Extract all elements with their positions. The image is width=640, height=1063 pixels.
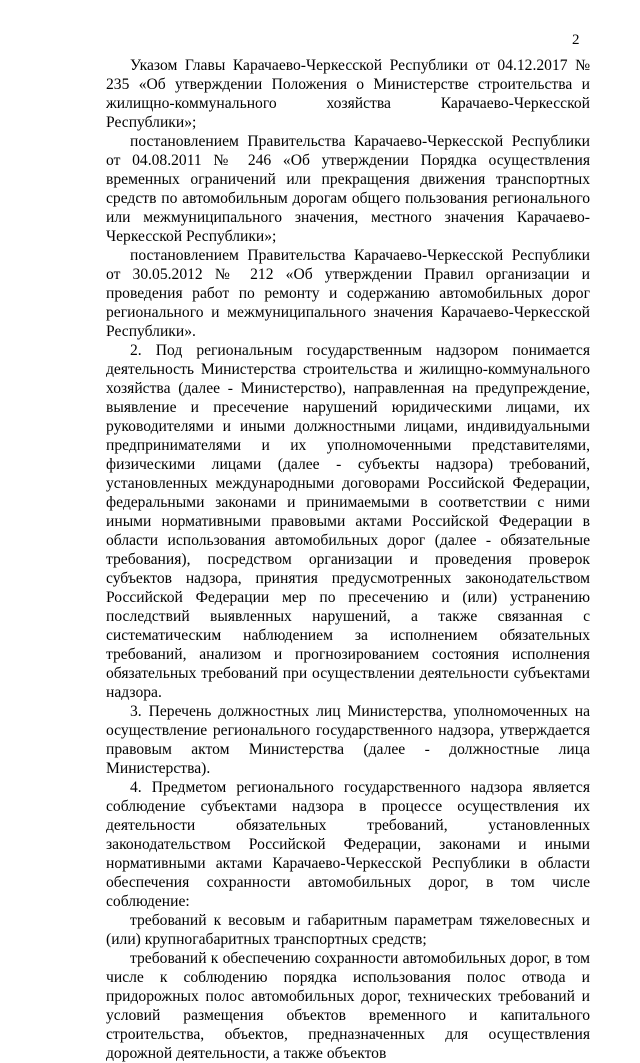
document-body: [106, 56, 590, 1063]
page-number: 2: [572, 32, 580, 48]
paragraph-item-3: 3. Перечень должностных лиц Министерства, уполномоченных на осуществление регионального государственного надзора, утверждается правовым актом Министерства (далее - должностные лица Министерства).: [106, 703, 590, 777]
paragraph-item-4: 4. Предметом регионального государственного надзора является соблюдение субъектами надзора в процессе осуществления их деятельности обязательных требований, установленных законодательством Российской Федерации, законами и иными нормативными актами Карачаево-Черкесской Республики в области обеспечения сохранности автомобильных дорог, в том числе соблюдение:: [106, 779, 590, 910]
paragraph-resolution-212: постановлением Правительства Карачаево-Черкесской Республики от 30.05.2012 № 212 «Об утверждении Правил организации и проведения работ по ремонту и содержанию автомобильных дорог регионального и межмуниципального значения Карачаево-Черкесской Республики».: [106, 247, 590, 340]
paragraph-item-2: 2. Под региональным государственным надзором понимается деятельность Министерства строительства и жилищно-коммунального хозяйства (далее - Министерство), направленная на предупреждение, выявление и пресечение нарушений юридическими лицами, их руководителями и иными должностными лицами, индивидуальными предпринимателями и их уполномоченными представителями, физическими лицами (далее - субъекты надзора) требований, установленных международными договорами Российской Федерации, федеральными законами и принимаемыми в соответствии с ними иными нормативными правовыми актами Российской Федерации в области использования автомобильных дорог (далее - обязательные требования), посредством организации и проведения проверок субъектов надзора, принятия предусмотренных законодательством Российской Федерации мер по пресечению и (или) устранению последствий выявленных нарушений, а также связанная с систематическим наблюдением за исполнением обязательных требований, анализом и прогнозированием состояния исполнения обязательных требований при осуществлении деятельности субъектами надзора.: [106, 342, 590, 701]
paragraph-resolution-246: постановлением Правительства Карачаево-Черкесской Республики от 04.08.2011 № 246 «Об утверждении Порядка осуществления временных ограничений или прекращения движения транспортных средств по автомобильным дорогам общего пользования регионального или межмуниципального значения, местного значения Карачаево-Черкесской Республики»;: [106, 133, 590, 245]
paragraph-weight-requirements: требований к весовым и габаритным параметрам тяжеловесных и (или) крупногабаритных транспортных средств;: [106, 912, 590, 948]
paragraph-decree: Указом Главы Карачаево-Черкесской Республики от 04.12.2017 № 235 «Об утверждении Положения о Министерстве строительства и жилищно-коммунального хозяйства Карачаево-Черкесской Республики»;: [106, 57, 590, 131]
paragraph-road-safety-requirements: требований к обеспечению сохранности автомобильных дорог, в том числе к соблюдению порядка использования полос отвода и придорожных полос автомобильных дорог, технических требований и условий размещения объектов временного и капитального строительства, объектов, предназначенных для осуществления дорожной деятельности, а также объектов: [106, 950, 590, 1062]
